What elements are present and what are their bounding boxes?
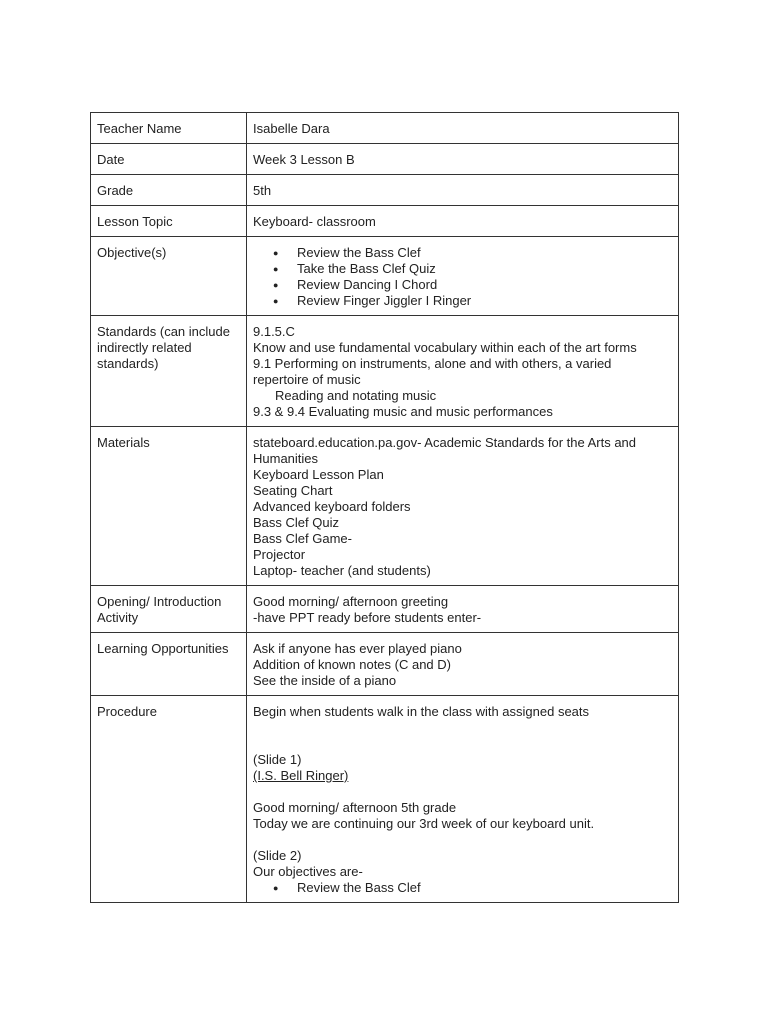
materials-value [247,427,679,586]
material-line: Bass Clef Game- [253,531,352,546]
teacher-name-label: Teacher Name [91,113,247,144]
standards-value [247,316,679,427]
objectives-value [247,237,679,316]
label-line: Opening/ Introduction [97,594,222,609]
learning-line: See the inside of a piano [253,673,397,688]
objectives-list [253,245,672,309]
material-line: Humanities [253,451,319,466]
standards-label [91,316,247,427]
table-row [91,316,679,427]
material-line: Seating Chart [253,483,333,498]
opening-line: Good morning/ afternoon greeting [253,594,449,609]
list-item: ● Review the Bass Clef [273,880,672,896]
material-line: Keyboard Lesson Plan [253,467,384,482]
teacher-name-value: Isabelle Dara [247,113,679,144]
opening-value [247,586,679,633]
grade-label: Grade [91,175,247,206]
lesson-topic-label: Lesson Topic [91,206,247,237]
grade-value: 5th [247,175,679,206]
learning-opportunities-label: Learning Opportunities [91,633,247,696]
date-value: Week 3 Lesson B [247,144,679,175]
standard-line: 9.3 & 9.4 Evaluating music and music performances [253,404,553,419]
slide-2-label: (Slide 2) [253,848,302,863]
table-row [91,175,679,206]
standard-line: 9.1 Performing on instruments, alone and with others, a varied [253,356,612,371]
learning-line: Ask if anyone has ever played piano [253,641,462,656]
list-item: ● Take the Bass Clef Quiz [273,261,672,277]
procedure-intro: Begin when students walk in the class with assigned seats [253,704,590,719]
standard-line: 9.1.5.C [253,324,295,339]
procedure-objectives-list [253,880,672,896]
list-item: ● Review Dancing I Chord [273,277,672,293]
procedure-greeting: Good morning/ afternoon 5th grade [253,800,457,815]
table-row [91,696,679,903]
standard-line: Reading and notating music [275,388,437,403]
opening-label [91,586,247,633]
objectives-intro: Our objectives are- [253,864,363,879]
standard-line: repertoire of music [253,372,361,387]
material-line: Bass Clef Quiz [253,515,339,530]
materials-label: Materials [91,427,247,586]
table-row [91,144,679,175]
table-row [91,206,679,237]
learning-line: Addition of known notes (C and D) [253,657,451,672]
label-line: Activity [97,610,139,625]
date-label: Date [91,144,247,175]
material-line: Advanced keyboard folders [253,499,411,514]
table-row [91,427,679,586]
table-row [91,633,679,696]
procedure-continuing: Today we are continuing our 3rd week of our keyboard unit. [253,816,595,831]
procedure-value [247,696,679,903]
lesson-topic-value: Keyboard- classroom [247,206,679,237]
label-line: standards) [97,356,159,371]
lesson-plan-table [90,112,679,903]
slide-1-label: (Slide 1) [253,752,302,767]
material-line: Projector [253,547,306,562]
label-line: indirectly related [97,340,192,355]
table-row [91,237,679,316]
objectives-label: Objective(s) [91,237,247,316]
opening-line: -have PPT ready before students enter- [253,610,482,625]
procedure-label: Procedure [91,696,247,903]
table-row [91,586,679,633]
label-line: Standards (can include [97,324,230,339]
material-line: stateboard.education.pa.gov- Academic Standards for the Arts and [253,435,637,450]
learning-opportunities-value [247,633,679,696]
material-line: Laptop- teacher (and students) [253,563,431,578]
table-row [91,113,679,144]
list-item: ● Review Finger Jiggler I Ringer [273,293,672,309]
bell-ringer-link[interactable]: (I.S. Bell Ringer) [253,768,349,783]
standard-line: Know and use fundamental vocabulary within each of the art forms [253,340,637,355]
list-item: ● Review the Bass Clef [273,245,672,261]
